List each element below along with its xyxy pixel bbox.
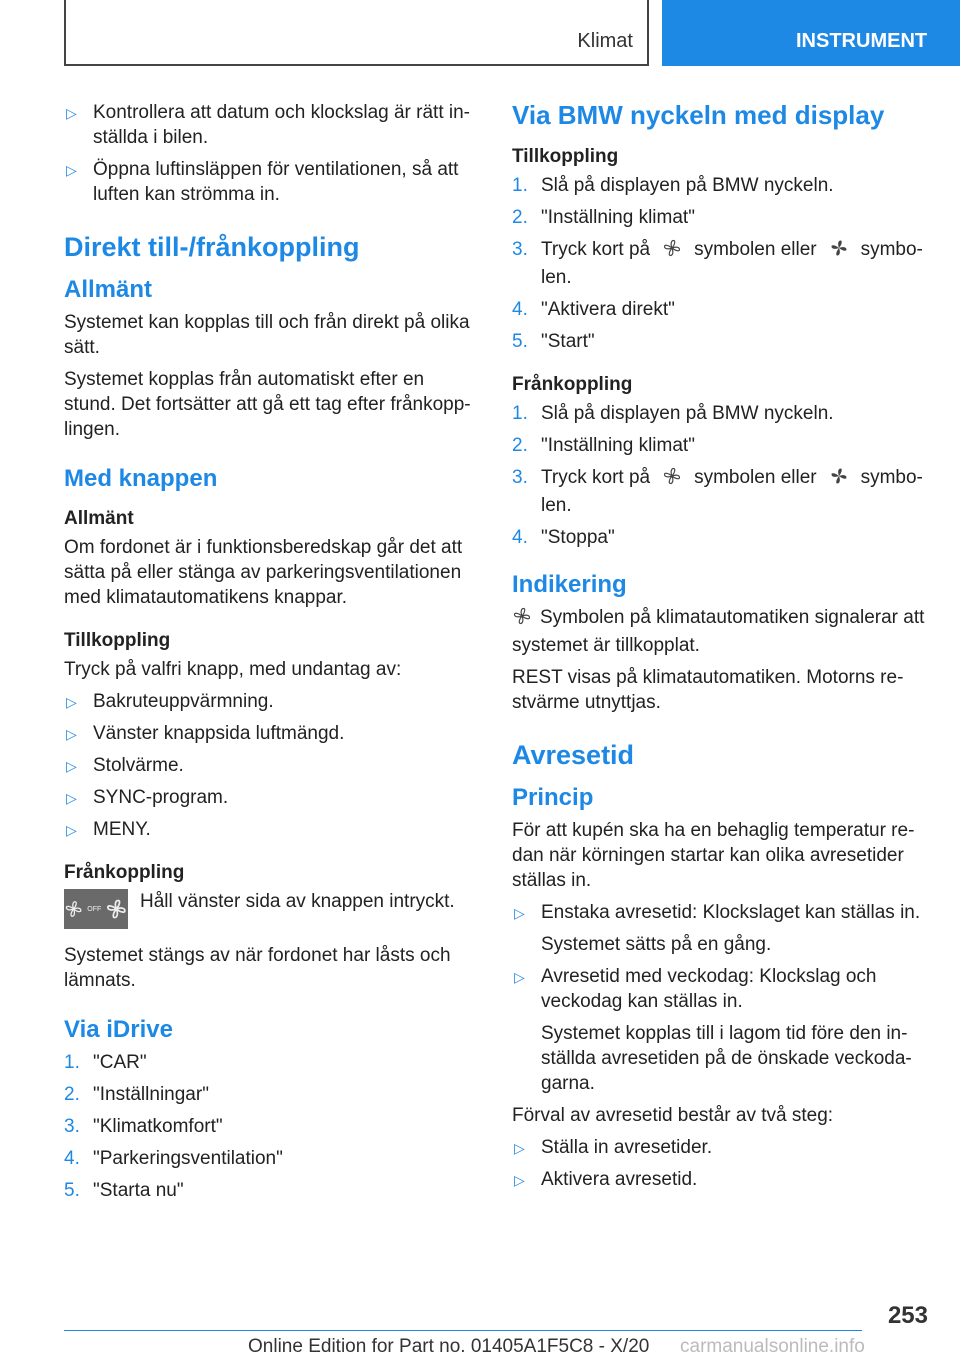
list-item: ▷ Öppna luftinsläppen för ventilationen, så att luften kan strömma in. bbox=[66, 159, 459, 205]
list-item: ▷ Enstaka avresetid: Klockslaget kan ställas in. Systemet sätts på en gång. bbox=[514, 902, 921, 955]
paragraph: För att kupén ska ha en behaglig temperatur re-dan när körningen startar kan olika avresetider ställas in. bbox=[512, 820, 915, 891]
paragraph: Tryck på valfri knapp, med undantag av: bbox=[64, 659, 402, 680]
list-item: 3. Tryck kort på symbolen eller symbo-len. bbox=[512, 467, 923, 516]
paragraph: Systemet kopplas från automatiskt efter en stund. Det fortsätter att gå ett tag efter frånkopp-lingen. bbox=[64, 369, 471, 440]
bullet-marker: ▷ bbox=[514, 1172, 525, 1188]
list-item: 1. Slå på displayen på BMW nyckeln. bbox=[512, 403, 834, 424]
step-number: 2. bbox=[64, 1084, 80, 1105]
page-header bbox=[0, 0, 960, 66]
chapter-tab[interactable] bbox=[662, 0, 960, 66]
list-item: 2. "Inställningar" bbox=[64, 1084, 209, 1105]
heading-allmant: Allmänt bbox=[64, 276, 153, 303]
fan-filled-icon bbox=[829, 466, 849, 493]
subheading-tillkoppling: Tillkoppling bbox=[512, 146, 619, 167]
heading-indikering: Indikering bbox=[512, 571, 627, 598]
fan-outline-icon bbox=[662, 466, 682, 493]
list-item: ▷ Stolvärme. bbox=[64, 753, 478, 778]
preselection-steps bbox=[512, 1135, 932, 1192]
paragraph: Symbolen på klimatautomatiken signalerar att systemet är tillkopplat. bbox=[512, 607, 925, 656]
step-number: 1. bbox=[64, 1052, 80, 1073]
key-off-steps bbox=[512, 401, 932, 550]
step-number: 3. bbox=[512, 239, 528, 260]
departure-types-list bbox=[512, 900, 932, 1096]
step-number: 4. bbox=[64, 1148, 80, 1169]
prereq-list bbox=[64, 100, 478, 207]
list-item: ▷ SYNC-program. bbox=[64, 785, 478, 810]
fan-button-image bbox=[64, 889, 128, 929]
step-number: 1. bbox=[512, 175, 528, 196]
watermark: carmanualsonline.info bbox=[680, 1336, 865, 1357]
step-number: 2. bbox=[512, 435, 528, 456]
list-item: ▷ Vänster knappsida luftmängd. bbox=[64, 721, 478, 746]
fan-outline-icon bbox=[662, 238, 682, 265]
exception-list bbox=[64, 689, 478, 842]
subheading-frankoppling: Frånkoppling bbox=[64, 862, 185, 883]
section-header-box bbox=[64, 0, 649, 66]
key-on-steps bbox=[512, 173, 932, 354]
step-number: 5. bbox=[64, 1180, 80, 1201]
section-label: Klimat bbox=[577, 30, 633, 52]
subheading-tillkoppling: Tillkoppling bbox=[64, 630, 171, 651]
list-item: 5. "Start" bbox=[512, 331, 595, 352]
button-instruction bbox=[64, 889, 478, 929]
bullet-marker: ▷ bbox=[66, 694, 77, 710]
step-number: 3. bbox=[64, 1116, 80, 1137]
idrive-steps bbox=[64, 1050, 478, 1203]
heading-direkt: Direkt till-/frånkoppling bbox=[64, 232, 360, 262]
list-item: 3. "Klimatkomfort" bbox=[64, 1116, 223, 1137]
paragraph: REST visas på klimatautomatiken. Motorns re-stvärme utnyttjas. bbox=[512, 667, 904, 713]
step-number: 4. bbox=[512, 527, 528, 548]
bullet-marker: ▷ bbox=[66, 790, 77, 806]
fan-filled-icon bbox=[829, 238, 849, 265]
list-item: 4. "Stoppa" bbox=[512, 527, 615, 548]
heading-bmw-key: Via BMW nyckeln med display bbox=[512, 100, 885, 130]
fan-outline-icon bbox=[512, 606, 532, 633]
list-item: 1. "CAR" bbox=[64, 1052, 147, 1073]
bullet-marker: ▷ bbox=[66, 105, 77, 121]
list-item: ▷ Aktivera avresetid. bbox=[512, 1167, 932, 1192]
list-item: 4. "Aktivera direkt" bbox=[512, 299, 675, 320]
off-label: OFF bbox=[87, 905, 102, 913]
list-item: ▷ Bakruteuppvärmning. bbox=[64, 689, 478, 714]
page-number: 253 bbox=[887, 1302, 928, 1329]
left-column bbox=[64, 100, 478, 1210]
list-item: 2. "Inställning klimat" bbox=[512, 207, 695, 228]
heading-med-knappen: Med knappen bbox=[64, 465, 218, 492]
list-item: 4. "Parkeringsventilation" bbox=[64, 1148, 283, 1169]
step-number: 2. bbox=[512, 207, 528, 228]
step-number: 4. bbox=[512, 299, 528, 320]
step-number: 5. bbox=[512, 331, 528, 352]
bullet-marker: ▷ bbox=[514, 969, 525, 985]
list-item: ▷ Ställa in avresetider. bbox=[512, 1135, 932, 1160]
list-item: ▷ Kontrollera att datum och klockslag är rätt in-ställda i bilen. bbox=[66, 102, 471, 148]
list-item: 3. Tryck kort på symbolen eller symbo-len. bbox=[512, 239, 923, 288]
list-item: 5. "Starta nu" bbox=[64, 1180, 184, 1201]
bullet-marker: ▷ bbox=[66, 162, 77, 178]
bullet-marker: ▷ bbox=[514, 1140, 525, 1156]
step-number: 3. bbox=[512, 467, 528, 488]
paragraph: Systemet stängs av när fordonet har låsts och lämnats. bbox=[64, 945, 451, 991]
fan-icon bbox=[105, 896, 128, 922]
paragraph: Om fordonet är i funktionsberedskap går det att sätta på eller stänga av parkeringsventilationen med klimatautomatikens knappar. bbox=[64, 537, 463, 608]
bullet-marker: ▷ bbox=[66, 758, 77, 774]
paragraph: Förval av avresetid består av två steg: bbox=[512, 1105, 834, 1126]
button-caption: Håll vänster sida av knappen intryckt. bbox=[140, 891, 455, 912]
paragraph: Systemet kan kopplas till och från direkt på olika sätt. bbox=[64, 312, 470, 358]
edition-text: Online Edition for Part no. 01405A1F5C8 - X/20 bbox=[248, 1336, 650, 1357]
bullet-marker: ▷ bbox=[514, 905, 525, 921]
heading-princip: Princip bbox=[512, 784, 594, 811]
heading-avresetid: Avresetid bbox=[512, 740, 635, 770]
list-item: ▷ Avresetid med veckodag: Klockslag och veckodag kan ställas in. Systemet kopplas till i lagom tid före den in-ställda avresetiden på de önskade veckoda-garna. bbox=[514, 966, 912, 1094]
list-item: ▷ MENY. bbox=[64, 817, 478, 842]
step-number: 1. bbox=[512, 403, 528, 424]
fan-off-icon bbox=[64, 898, 83, 920]
list-item: 2. "Inställning klimat" bbox=[512, 435, 695, 456]
list-item: 1. Slå på displayen på BMW nyckeln. bbox=[512, 175, 834, 196]
heading-via-idrive: Via iDrive bbox=[64, 1016, 173, 1043]
subheading-frankoppling: Frånkoppling bbox=[512, 374, 633, 395]
footer-divider bbox=[64, 1330, 862, 1331]
subheading-allmant: Allmänt bbox=[64, 508, 134, 529]
bullet-marker: ▷ bbox=[66, 726, 77, 742]
right-column bbox=[512, 100, 932, 1199]
bullet-marker: ▷ bbox=[66, 822, 77, 838]
chapter-tab-label: INSTRUMENT bbox=[796, 30, 928, 52]
